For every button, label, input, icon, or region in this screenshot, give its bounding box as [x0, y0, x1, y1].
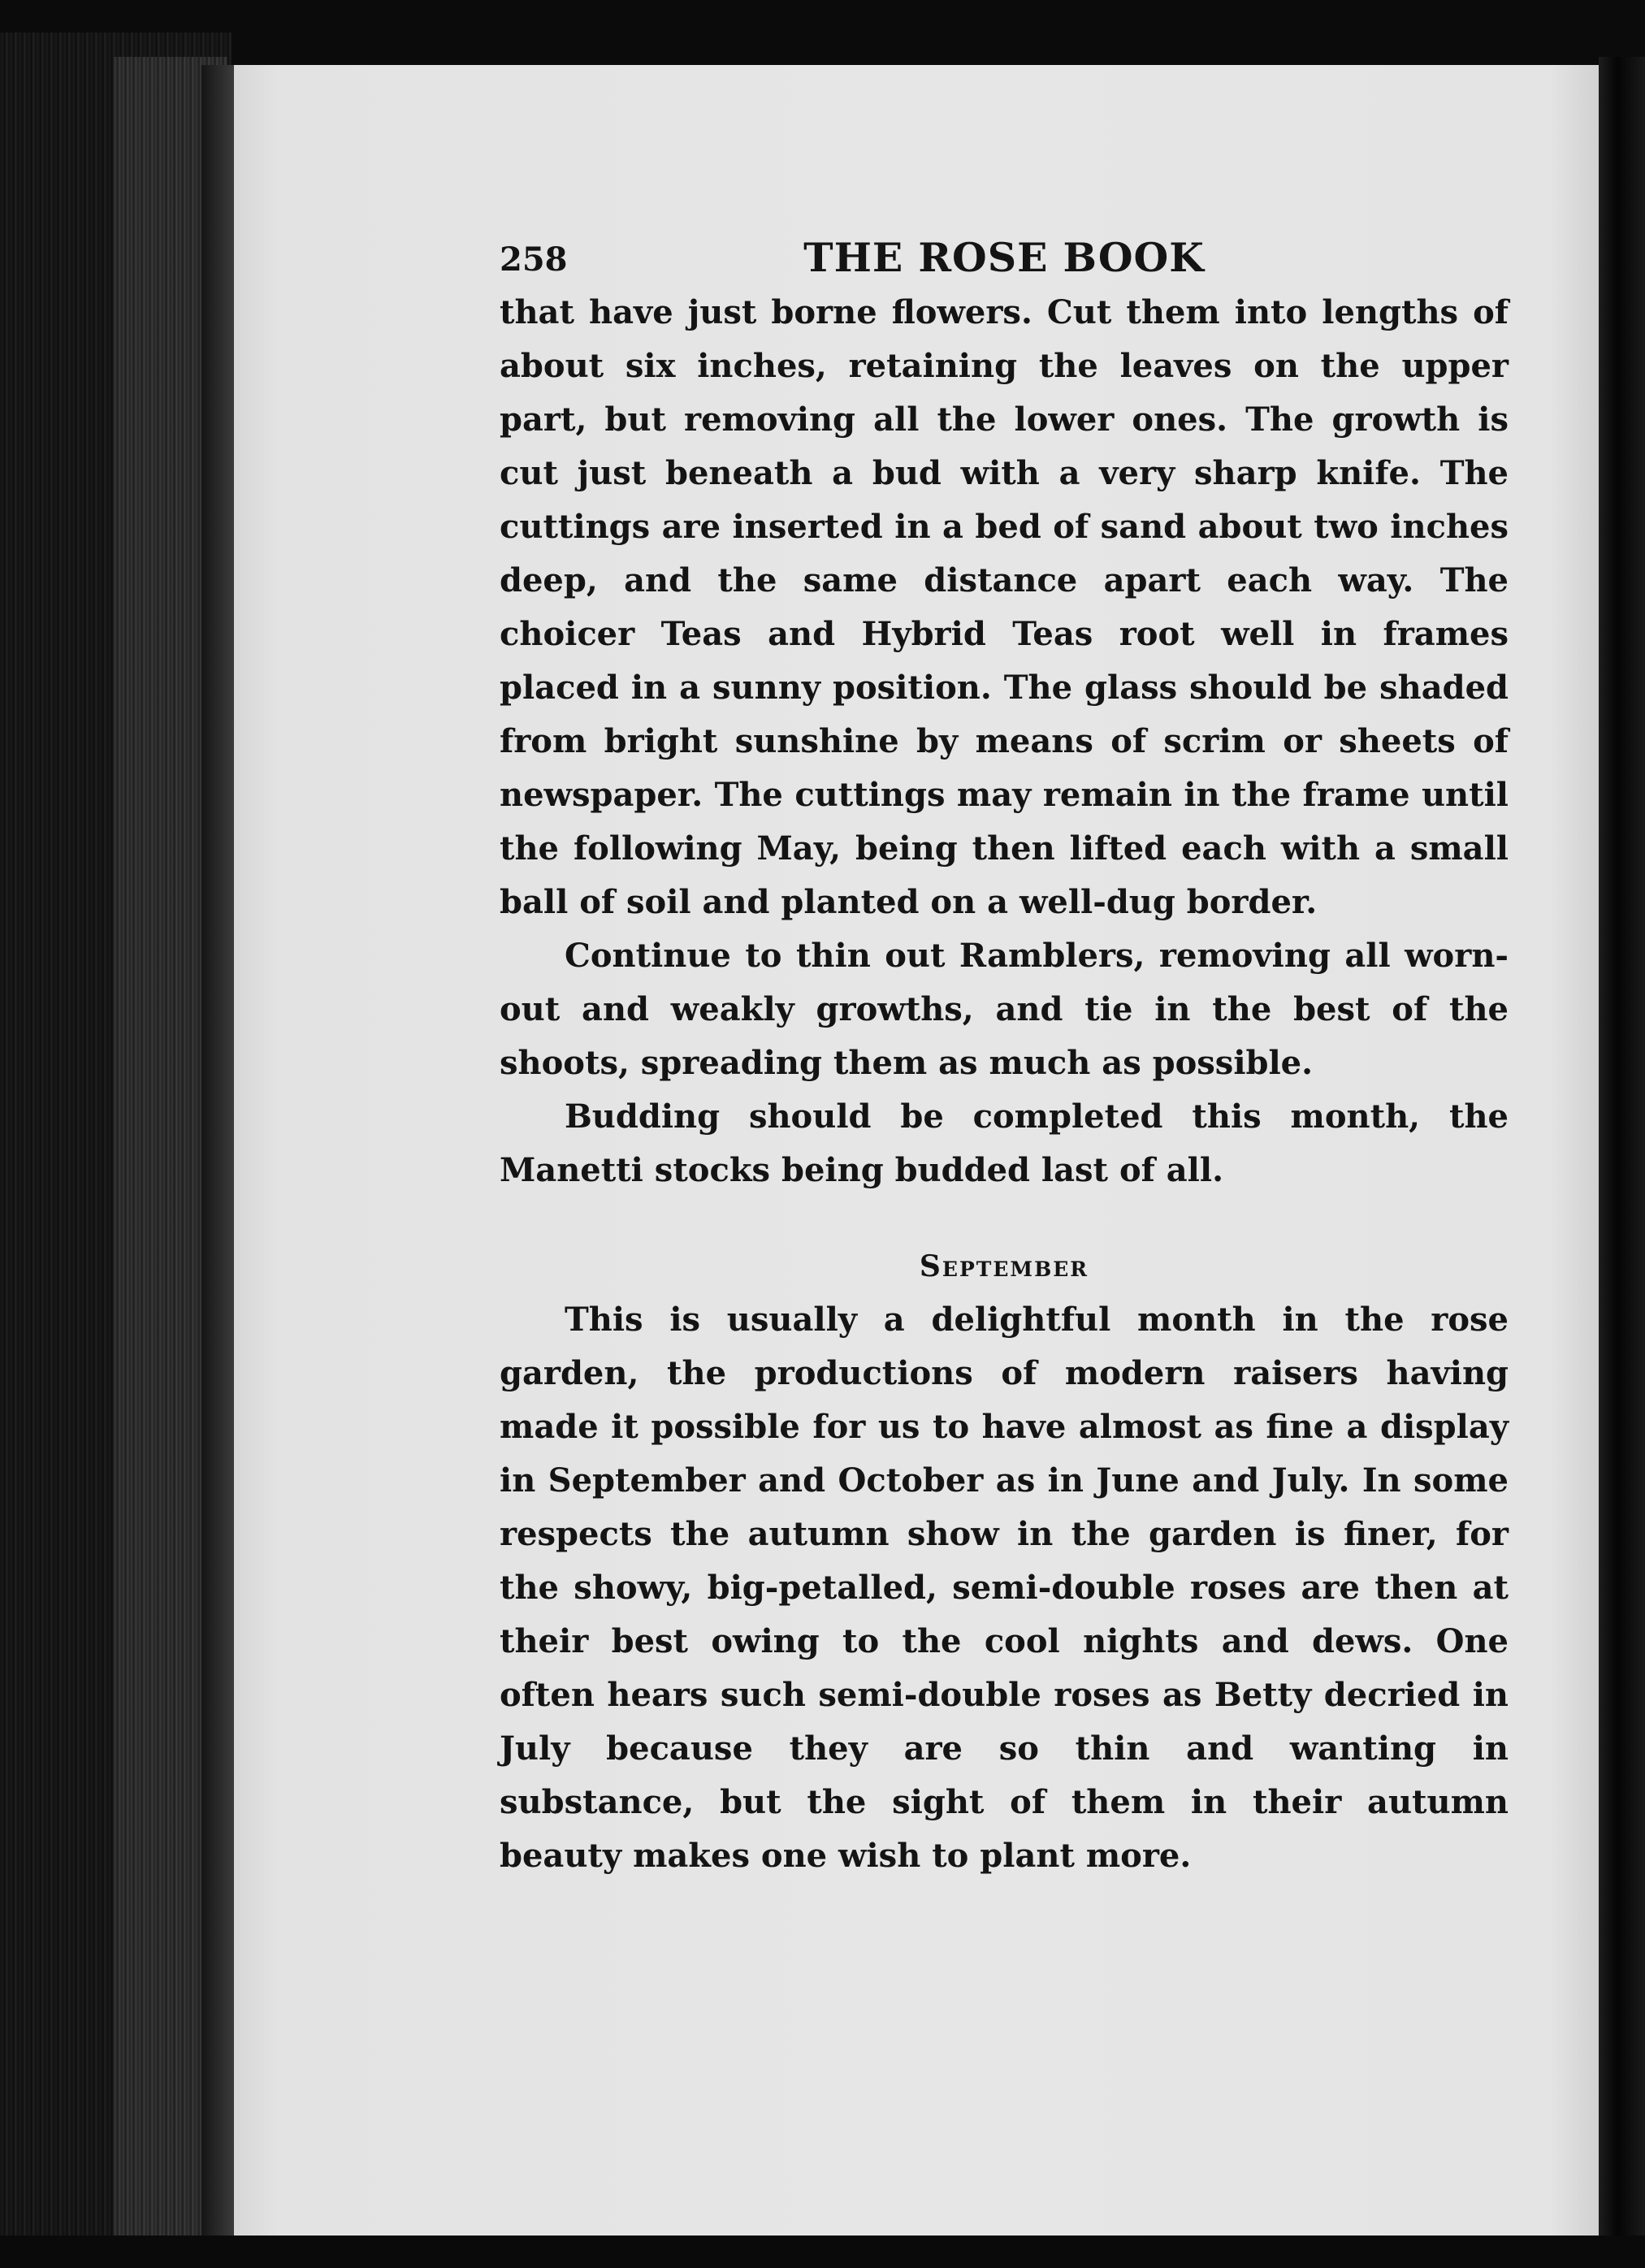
text-block [500, 234, 1509, 1883]
page-number: 258 [500, 240, 568, 279]
page-gutter-shadow [201, 65, 234, 2242]
paragraph-budding: Budding should be completed this month, the Manetti stocks being budded last of all. [500, 1097, 1509, 1189]
right-cover-edge [1599, 57, 1645, 2268]
section-heading-september: September [919, 1249, 1089, 1283]
running-title: THE ROSE BOOK [803, 234, 1205, 281]
running-head [500, 234, 1509, 286]
paragraph-cuttings: that have just borne flowers. Cut them into lengths of about six inches, retaining the leaves on the upper part, but removing all the lower ones. The growth is cut just beneath a bud with a very sharp knife. The cuttings are inserted in a bed of sand about two inches deep, and the same distance apart each way. The choicer Teas and Hybrid Teas root well in frames placed in a sunny position. The glass should be shaded from bright sunshine by means of scrim or sheets of newspaper. The cuttings may remain in the frame until the following May, being then lifted each with a small ball of soil and planted on a well-dug border. [500, 293, 1509, 921]
paragraph-ramblers: Continue to thin out Ramblers, removing all worn-out and weakly growths, and tie in the best of the shoots, spreading them as much as possible. [500, 937, 1509, 1082]
paragraph-september: This is usually a delightful month in the rose garden, the productions of modern raisers having made it possible for us to have almost as fine a display in September and October as in June and July. In some respects the autumn show in the garden is finer, for the showy, big-petalled, semi-double roses are then at their best owing to the cool nights and dews. One often hears such semi-double roses as Betty decried in July because they are so thin and wanting in substance, but the sight of them in their autumn beauty makes one wish to plant more. [500, 1301, 1509, 1875]
bottom-scan-edge [0, 2236, 1645, 2268]
